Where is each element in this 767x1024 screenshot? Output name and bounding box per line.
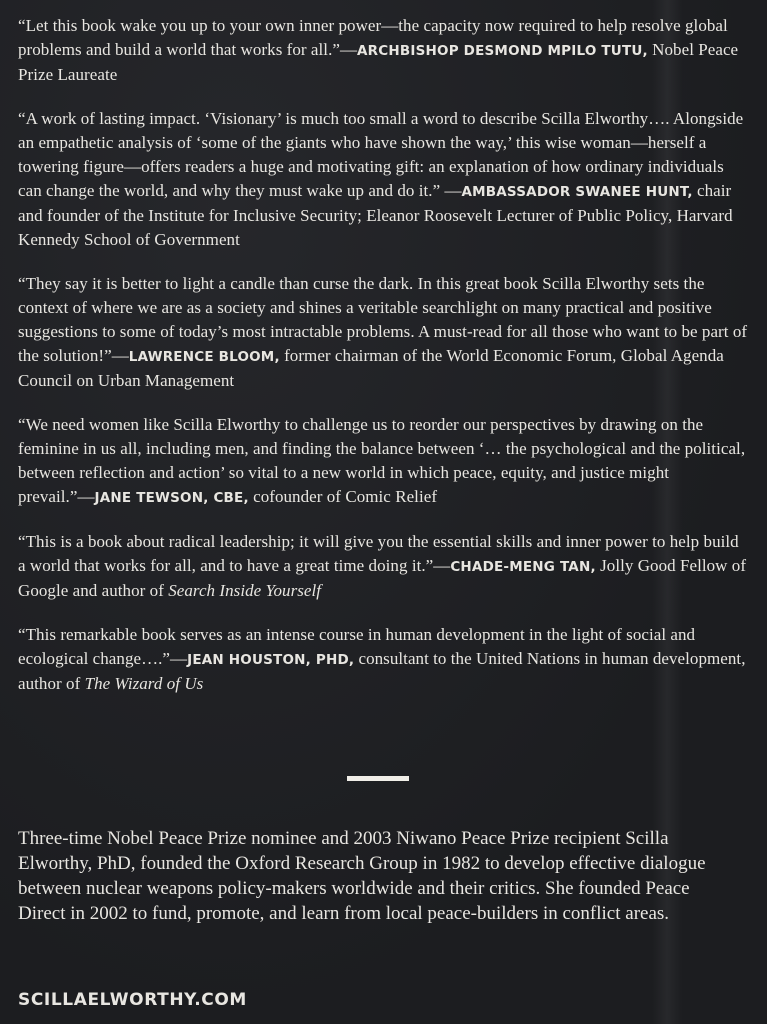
quote-text: “We need women like Scilla Elworthy to challenge us to reorder our perspectives by drawing on the feminine in us all, including men, and finding the balance between ‘… the psychological and the political, between reflection and action’ so vital to a new world in which peace, equity, and justice might prevail.”—: [18, 415, 746, 506]
endorsement-tan: [18, 530, 748, 603]
author-bio: Three-time Nobel Peace Prize nominee and 2003 Niwano Peace Prize recipient Scilla Elworthy, PhD, founded the Oxford Research Group in 1982 to develop effective dialogue between nuclear weapons policy-makers worldwide and their critics. She founded Peace Direct in 2002 to fund, promote, and learn from local peace-builders in conflict areas.: [18, 828, 706, 924]
endorsement-tutu: [18, 14, 748, 87]
endorser-name: JEAN HOUSTON, PHD,: [187, 652, 355, 668]
endorser-title: Nobel Peace Prize Laureate: [18, 40, 739, 84]
endorsement-houston: [18, 623, 748, 696]
endorser-title: cofounder of Comic Relief: [248, 487, 438, 506]
quote-text: “They say it is better to light a candle than curse the dark. In this great book Scilla Elworthy sets the context of where we are as a society and shines a veritable searchlight on many practical and positive suggestions to some of today’s most intractable problems. A must-read for all those who want to be part of the solution!”—: [18, 274, 748, 365]
quote-text: “A work of lasting impact. ‘Visionary’ is much too small a word to describe Scilla Elworthy…. Alongside an empathetic analysis of ‘some of the giants who have shown the way,’ this wise woman—herself a towering figure—offers readers a huge and motivating gift: an explanation of how ordinary individuals can change the world, and why they must wake up and do it.” —: [18, 109, 744, 200]
author-website: SCILLAELWORTHY.COM: [18, 990, 247, 1010]
endorser-title: Jolly Good Fellow of Google and author of: [18, 556, 747, 600]
endorser-name: ARCHBISHOP DESMOND MPILO TUTU,: [357, 43, 648, 59]
endorser-title: consultant to the United Nations in human development, author of: [18, 649, 746, 693]
endorser-title: chair and founder of the Institute for Inclusive Security; Eleanor Roosevelt Lecturer of Public Policy, Harvard Kennedy School of Government: [18, 181, 733, 249]
endorsement-bloom: [18, 272, 748, 393]
endorser-name: JANE TEWSON, CBE,: [94, 490, 249, 506]
section-divider: [347, 776, 409, 781]
endorser-title: former chairman of the World Economic Forum, Global Agenda Council on Urban Management: [18, 346, 724, 390]
endorsements: [18, 14, 748, 716]
book-title: Search Inside Yourself: [168, 581, 322, 600]
endorser-name: CHADE-MENG TAN,: [450, 559, 596, 575]
book-title: The Wizard of Us: [84, 674, 204, 693]
quote-text: “This remarkable book serves as an intense course in human development in the light of social and ecological change….”—: [18, 625, 696, 668]
endorsement-tewson: [18, 413, 748, 510]
quote-text: “This is a book about radical leadership; it will give you the essential skills and inner power to help build a world that works for all, and to have a great time doing it.”—: [18, 532, 739, 575]
endorsement-hunt: [18, 107, 748, 252]
endorser-name: AMBASSADOR SWANEE HUNT,: [461, 184, 693, 200]
endorser-name: LAWRENCE BLOOM,: [128, 349, 280, 365]
quote-text: “Let this book wake you up to your own inner power—the capacity now required to help resolve global problems and build a world that works for all.”—: [18, 16, 728, 59]
